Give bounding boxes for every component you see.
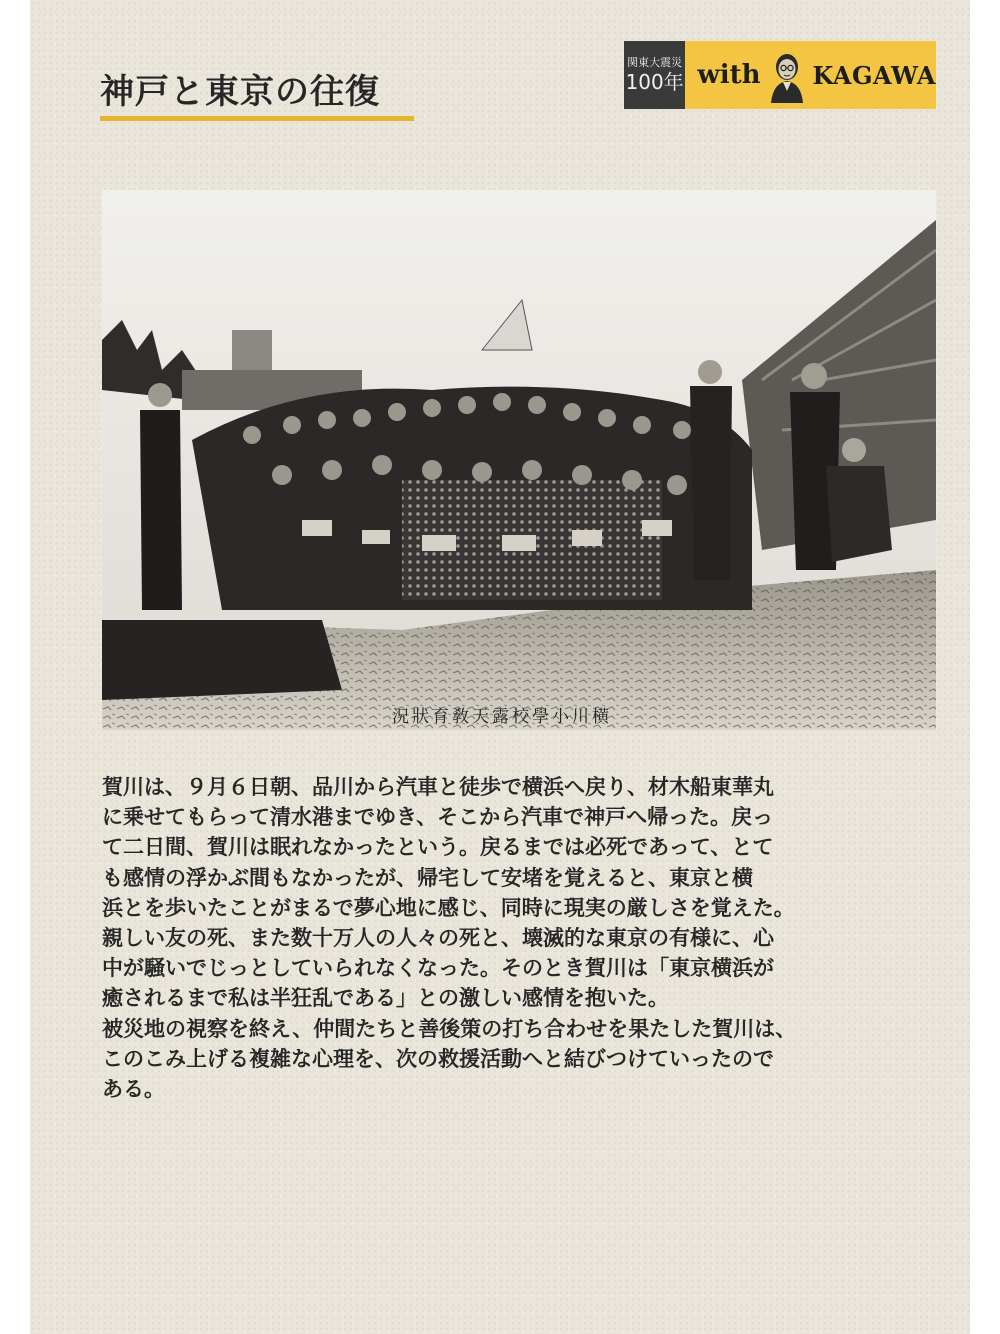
body-line: て二日間、賀川は眠れなかったという。戻るまでは必死であって、とて xyxy=(102,835,774,860)
distant-structure xyxy=(232,330,272,370)
article-body xyxy=(102,772,952,1104)
body-line: 被災地の視察を終え、仲間たちと善後策の打ち合わせを果たした賀川は、 xyxy=(102,1016,797,1041)
series-badge xyxy=(624,41,936,109)
title-underline xyxy=(100,116,414,121)
standing-man-right xyxy=(690,360,732,580)
article-page xyxy=(30,0,970,1334)
body-line: ある。 xyxy=(102,1077,165,1102)
body-line: も感情の浮かぶ間もなかったが、帰宅して安堵を覚えると、東京と横 xyxy=(102,865,753,890)
anniversary-line2: 100年 xyxy=(625,70,684,94)
body-line: 浜とを歩いたことがまるで夢心地に感じ、同時に現実の厳しさを覚えた。 xyxy=(102,895,795,920)
with-kagawa-logo xyxy=(685,41,936,109)
logo-kagawa-text: KAGAWA xyxy=(812,60,936,90)
photo-caption: 況狀育敎天露校學小川横 xyxy=(392,707,612,727)
body-line: 親しい友の死、また数十万人の人々の死と、壊滅的な東京の有様に、心 xyxy=(102,926,774,951)
body-line: 中が騒いでじっとしていられなくなった。そのとき賀川は「東京横浜が xyxy=(102,956,774,981)
kagawa-portrait-icon xyxy=(767,47,807,103)
anniversary-line1: 関東大震災 xyxy=(627,56,683,69)
body-line: 癒されるまで私は半狂乱である」との激しい感情を抱いた。 xyxy=(102,986,669,1011)
logo-with-text: with xyxy=(697,60,761,90)
page-title: 神戸と東京の往復 xyxy=(100,72,380,112)
shadow-left xyxy=(102,620,342,700)
historical-photo xyxy=(102,190,936,730)
body-line: 賀川は、９月６日朝、品川から汽車と徒歩で横浜へ戻り、材木船東華丸 xyxy=(102,775,774,799)
standing-teacher-left xyxy=(140,383,182,610)
body-line: に乗せてもらって清水港までゆき、そこから汽車で神戸へ帰った。戻っ xyxy=(102,805,774,830)
anniversary-label xyxy=(624,41,685,109)
body-line: このこみ上げる複雑な心理を、次の救援活動へと結びつけていったので xyxy=(102,1046,774,1071)
